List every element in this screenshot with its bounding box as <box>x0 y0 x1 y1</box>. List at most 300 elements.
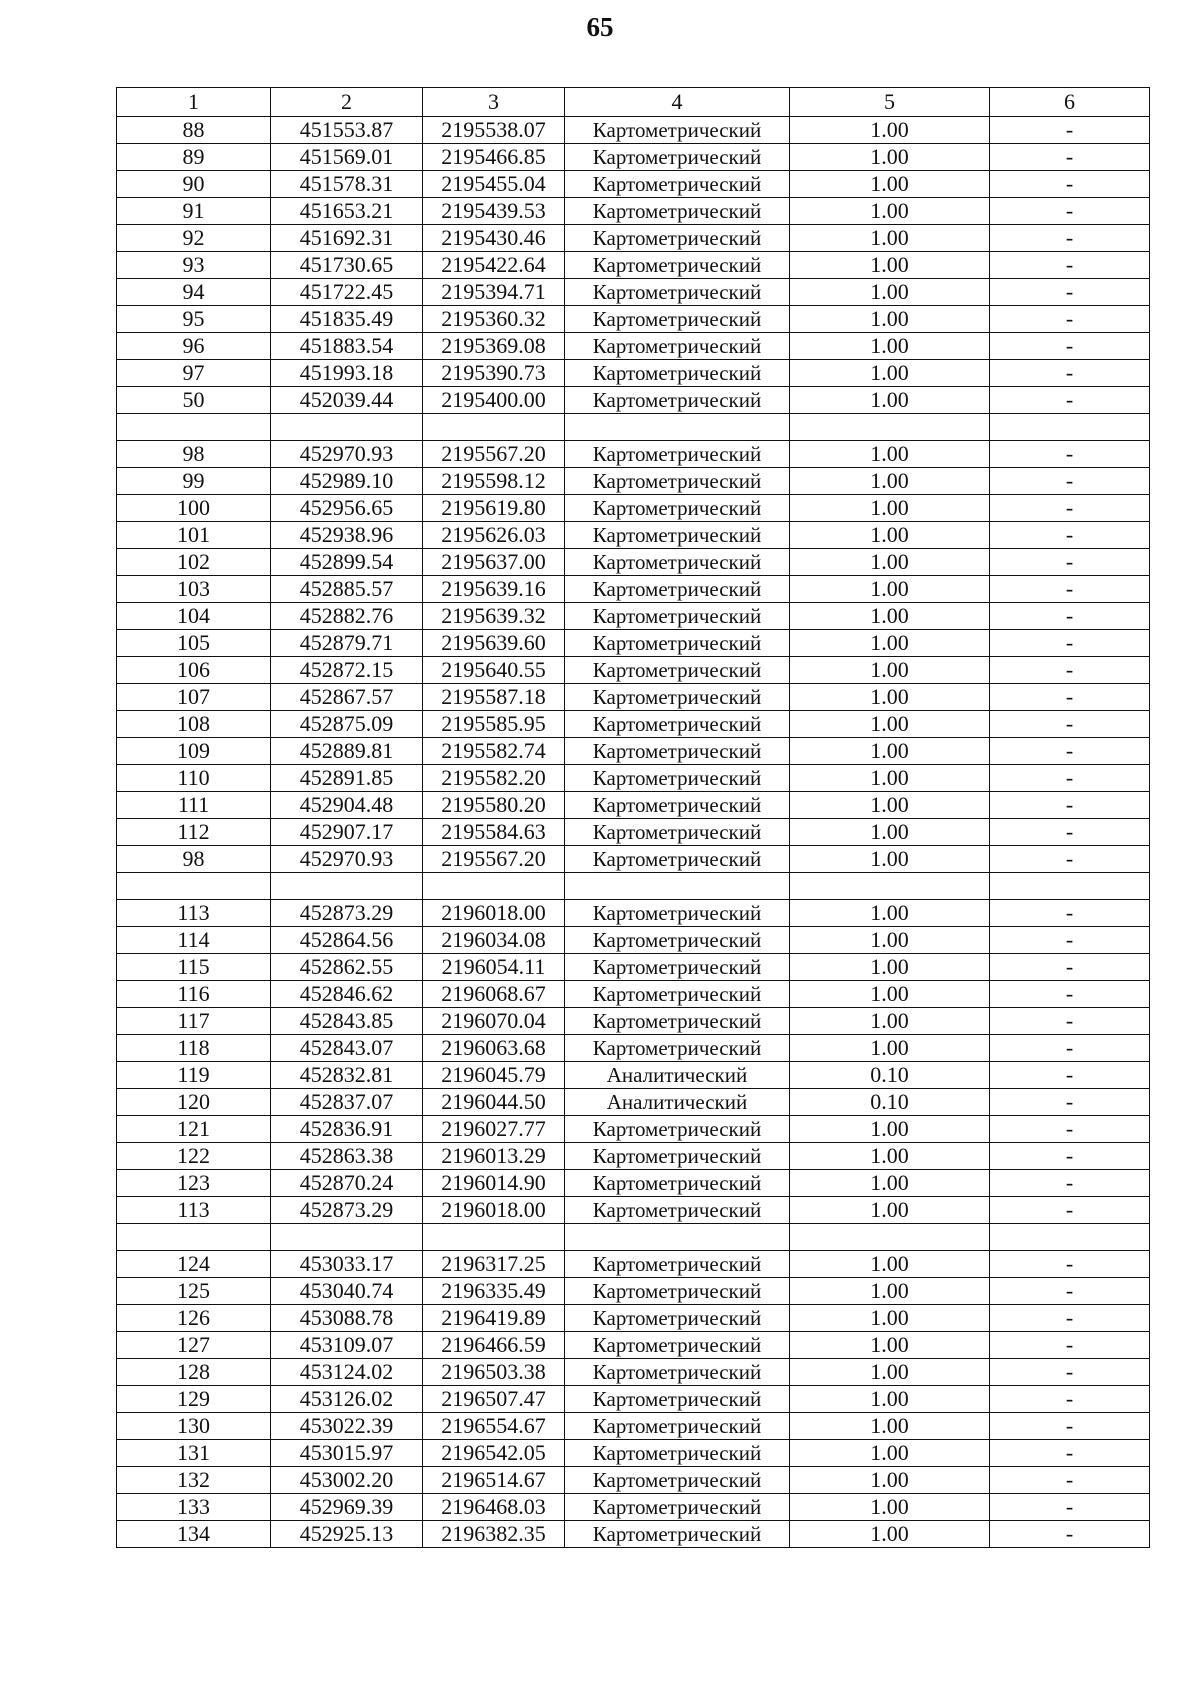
y-coordinate-cell: 2195640.55 <box>423 657 565 684</box>
method-cell: Картометрический <box>565 333 790 360</box>
y-coordinate-cell: 2195422.64 <box>423 252 565 279</box>
point-number-cell: 100 <box>117 495 271 522</box>
description-cell: - <box>990 279 1150 306</box>
table-row <box>117 549 1150 576</box>
method-cell: Картометрический <box>565 603 790 630</box>
point-number-cell: 127 <box>117 1332 271 1359</box>
method-cell: Картометрический <box>565 1143 790 1170</box>
description-cell: - <box>990 522 1150 549</box>
point-number-cell: 94 <box>117 279 271 306</box>
point-number-cell: 124 <box>117 1251 271 1278</box>
x-coordinate-cell: 452989.10 <box>271 468 423 495</box>
table-row <box>117 360 1150 387</box>
method-cell: Картометрический <box>565 306 790 333</box>
point-number-cell <box>117 414 271 441</box>
description-cell: - <box>990 1305 1150 1332</box>
description-cell: - <box>990 819 1150 846</box>
description-cell: - <box>990 225 1150 252</box>
table-row <box>117 1467 1150 1494</box>
y-coordinate-cell: 2195580.20 <box>423 792 565 819</box>
description-cell: - <box>990 1494 1150 1521</box>
method-cell: Картометрический <box>565 522 790 549</box>
y-coordinate-cell: 2195626.03 <box>423 522 565 549</box>
table-row <box>117 144 1150 171</box>
method-cell <box>565 873 790 900</box>
x-coordinate-cell: 452969.39 <box>271 1494 423 1521</box>
y-coordinate-cell: 2196063.68 <box>423 1035 565 1062</box>
method-cell: Картометрический <box>565 495 790 522</box>
point-number-cell: 50 <box>117 387 271 414</box>
y-coordinate-cell: 2195430.46 <box>423 225 565 252</box>
table-row <box>117 927 1150 954</box>
point-number-cell: 104 <box>117 603 271 630</box>
description-cell: - <box>990 1440 1150 1467</box>
accuracy-cell: 1.00 <box>790 603 990 630</box>
accuracy-cell: 1.00 <box>790 198 990 225</box>
description-cell: - <box>990 576 1150 603</box>
x-coordinate-cell: 452899.54 <box>271 549 423 576</box>
y-coordinate-cell: 2196503.38 <box>423 1359 565 1386</box>
x-coordinate-cell: 452885.57 <box>271 576 423 603</box>
description-cell: - <box>990 981 1150 1008</box>
accuracy-cell: 1.00 <box>790 306 990 333</box>
page-number: 65 <box>586 12 614 42</box>
method-cell: Картометрический <box>565 1359 790 1386</box>
description-cell: - <box>990 603 1150 630</box>
method-cell: Картометрический <box>565 252 790 279</box>
accuracy-cell: 1.00 <box>790 1035 990 1062</box>
description-cell <box>990 1224 1150 1251</box>
x-coordinate-cell: 452904.48 <box>271 792 423 819</box>
table-row <box>117 1116 1150 1143</box>
point-number-cell: 118 <box>117 1035 271 1062</box>
accuracy-cell: 1.00 <box>790 792 990 819</box>
table-row <box>117 576 1150 603</box>
point-number-cell: 91 <box>117 198 271 225</box>
description-cell: - <box>990 1062 1150 1089</box>
method-cell: Картометрический <box>565 1008 790 1035</box>
method-cell: Картометрический <box>565 954 790 981</box>
x-coordinate-cell: 453040.74 <box>271 1278 423 1305</box>
point-number-cell: 128 <box>117 1359 271 1386</box>
method-cell: Картометрический <box>565 1440 790 1467</box>
x-coordinate-cell: 453126.02 <box>271 1386 423 1413</box>
x-coordinate-cell: 453088.78 <box>271 1305 423 1332</box>
description-cell: - <box>990 1089 1150 1116</box>
y-coordinate-cell: 2195360.32 <box>423 306 565 333</box>
y-coordinate-cell: 2196468.03 <box>423 1494 565 1521</box>
table-row <box>117 1251 1150 1278</box>
method-cell: Картометрический <box>565 1305 790 1332</box>
y-coordinate-cell <box>423 414 565 441</box>
accuracy-cell: 1.00 <box>790 981 990 1008</box>
table-row <box>117 1305 1150 1332</box>
table-separator-row <box>117 1224 1150 1251</box>
accuracy-cell: 1.00 <box>790 1494 990 1521</box>
point-number-cell: 130 <box>117 1413 271 1440</box>
x-coordinate-cell: 452836.91 <box>271 1116 423 1143</box>
x-coordinate-cell: 453109.07 <box>271 1332 423 1359</box>
y-coordinate-cell <box>423 873 565 900</box>
method-cell: Картометрический <box>565 468 790 495</box>
y-coordinate-cell: 2196382.35 <box>423 1521 565 1548</box>
x-coordinate-cell: 452889.81 <box>271 738 423 765</box>
description-cell: - <box>990 792 1150 819</box>
description-cell: - <box>990 1035 1150 1062</box>
x-coordinate-cell: 452843.85 <box>271 1008 423 1035</box>
y-coordinate-cell: 2195639.16 <box>423 576 565 603</box>
table-row <box>117 1413 1150 1440</box>
x-coordinate-cell: 452864.56 <box>271 927 423 954</box>
x-coordinate-cell: 452875.09 <box>271 711 423 738</box>
x-coordinate-cell: 451835.49 <box>271 306 423 333</box>
accuracy-cell: 1.00 <box>790 846 990 873</box>
method-cell: Картометрический <box>565 684 790 711</box>
table-row <box>117 846 1150 873</box>
x-coordinate-cell: 451553.87 <box>271 117 423 144</box>
x-coordinate-cell: 452870.24 <box>271 1170 423 1197</box>
accuracy-cell: 1.00 <box>790 711 990 738</box>
accuracy-cell: 0.10 <box>790 1062 990 1089</box>
x-coordinate-cell: 452925.13 <box>271 1521 423 1548</box>
point-number-cell: 105 <box>117 630 271 657</box>
y-coordinate-cell: 2196014.90 <box>423 1170 565 1197</box>
table-row <box>117 1197 1150 1224</box>
accuracy-cell: 1.00 <box>790 117 990 144</box>
accuracy-cell: 1.00 <box>790 1521 990 1548</box>
y-coordinate-cell: 2195439.53 <box>423 198 565 225</box>
description-cell: - <box>990 684 1150 711</box>
point-number-cell: 131 <box>117 1440 271 1467</box>
x-coordinate-cell: 452879.71 <box>271 630 423 657</box>
x-coordinate-cell: 453022.39 <box>271 1413 423 1440</box>
y-coordinate-cell: 2195390.73 <box>423 360 565 387</box>
accuracy-cell: 1.00 <box>790 1386 990 1413</box>
point-number-cell: 113 <box>117 900 271 927</box>
description-cell: - <box>990 1413 1150 1440</box>
point-number-cell: 126 <box>117 1305 271 1332</box>
accuracy-cell: 1.00 <box>790 738 990 765</box>
description-cell: - <box>990 1143 1150 1170</box>
accuracy-cell: 1.00 <box>790 1143 990 1170</box>
description-cell: - <box>990 1116 1150 1143</box>
y-coordinate-cell: 2196335.49 <box>423 1278 565 1305</box>
y-coordinate-cell: 2195582.74 <box>423 738 565 765</box>
x-coordinate-cell: 452846.62 <box>271 981 423 1008</box>
point-number-cell <box>117 1224 271 1251</box>
description-cell: - <box>990 1278 1150 1305</box>
table-row <box>117 900 1150 927</box>
method-cell: Картометрический <box>565 900 790 927</box>
method-cell: Картометрический <box>565 1386 790 1413</box>
description-cell: - <box>990 954 1150 981</box>
table-row <box>117 1440 1150 1467</box>
table-separator-row <box>117 873 1150 900</box>
method-cell: Картометрический <box>565 1467 790 1494</box>
x-coordinate-cell: 452843.07 <box>271 1035 423 1062</box>
table-row <box>117 819 1150 846</box>
point-number-cell: 99 <box>117 468 271 495</box>
x-coordinate-cell <box>271 873 423 900</box>
accuracy-cell: 1.00 <box>790 1251 990 1278</box>
method-cell: Картометрический <box>565 117 790 144</box>
method-cell: Картометрический <box>565 1035 790 1062</box>
description-cell: - <box>990 927 1150 954</box>
table-row <box>117 117 1150 144</box>
table-row <box>117 630 1150 657</box>
accuracy-cell <box>790 1224 990 1251</box>
y-coordinate-cell: 2195637.00 <box>423 549 565 576</box>
y-coordinate-cell: 2195567.20 <box>423 441 565 468</box>
accuracy-cell: 1.00 <box>790 1332 990 1359</box>
y-coordinate-cell: 2196507.47 <box>423 1386 565 1413</box>
description-cell: - <box>990 1170 1150 1197</box>
coordinates-table-body <box>117 88 1150 1548</box>
description-cell: - <box>990 765 1150 792</box>
method-cell: Картометрический <box>565 1116 790 1143</box>
accuracy-cell: 1.00 <box>790 144 990 171</box>
table-row <box>117 954 1150 981</box>
table-row <box>117 225 1150 252</box>
x-coordinate-cell: 453002.20 <box>271 1467 423 1494</box>
x-coordinate-cell: 451569.01 <box>271 144 423 171</box>
y-coordinate-cell: 2195585.95 <box>423 711 565 738</box>
table-row <box>117 1170 1150 1197</box>
table-row <box>117 1359 1150 1386</box>
coordinates-table <box>116 87 1150 1548</box>
description-cell: - <box>990 198 1150 225</box>
x-coordinate-cell: 453015.97 <box>271 1440 423 1467</box>
x-coordinate-cell: 451578.31 <box>271 171 423 198</box>
method-cell: Картометрический <box>565 657 790 684</box>
x-coordinate-cell <box>271 1224 423 1251</box>
x-coordinate-cell: 452862.55 <box>271 954 423 981</box>
point-number-cell: 98 <box>117 846 271 873</box>
table-row <box>117 495 1150 522</box>
accuracy-cell: 1.00 <box>790 522 990 549</box>
description-cell: - <box>990 1197 1150 1224</box>
y-coordinate-cell: 2195598.12 <box>423 468 565 495</box>
point-number-cell: 97 <box>117 360 271 387</box>
table-row <box>117 1521 1150 1548</box>
accuracy-cell: 1.00 <box>790 927 990 954</box>
point-number-cell: 111 <box>117 792 271 819</box>
method-cell: Картометрический <box>565 1494 790 1521</box>
x-coordinate-cell: 452863.38 <box>271 1143 423 1170</box>
table-row <box>117 1008 1150 1035</box>
description-cell: - <box>990 711 1150 738</box>
method-cell: Картометрический <box>565 1521 790 1548</box>
point-number-cell: 95 <box>117 306 271 333</box>
y-coordinate-cell: 2196419.89 <box>423 1305 565 1332</box>
y-coordinate-cell: 2195538.07 <box>423 117 565 144</box>
y-coordinate-cell: 2196514.67 <box>423 1467 565 1494</box>
table-header-row <box>117 88 1150 117</box>
x-coordinate-cell: 452039.44 <box>271 387 423 414</box>
description-cell: - <box>990 549 1150 576</box>
method-cell: Картометрический <box>565 1170 790 1197</box>
accuracy-cell: 1.00 <box>790 468 990 495</box>
description-cell: - <box>990 333 1150 360</box>
accuracy-cell: 1.00 <box>790 360 990 387</box>
table-separator-row <box>117 414 1150 441</box>
x-coordinate-cell: 453124.02 <box>271 1359 423 1386</box>
x-coordinate-cell: 452882.76 <box>271 603 423 630</box>
y-coordinate-cell: 2196317.25 <box>423 1251 565 1278</box>
y-coordinate-cell <box>423 1224 565 1251</box>
accuracy-cell <box>790 414 990 441</box>
table-row <box>117 468 1150 495</box>
table-row <box>117 387 1150 414</box>
table-row <box>117 603 1150 630</box>
description-cell: - <box>990 117 1150 144</box>
point-number-cell <box>117 873 271 900</box>
y-coordinate-cell: 2196044.50 <box>423 1089 565 1116</box>
method-cell: Картометрический <box>565 792 790 819</box>
accuracy-cell: 1.00 <box>790 684 990 711</box>
accuracy-cell: 1.00 <box>790 576 990 603</box>
accuracy-cell: 1.00 <box>790 765 990 792</box>
y-coordinate-cell: 2196554.67 <box>423 1413 565 1440</box>
method-cell: Картометрический <box>565 144 790 171</box>
point-number-cell: 101 <box>117 522 271 549</box>
description-cell: - <box>990 387 1150 414</box>
point-number-cell: 116 <box>117 981 271 1008</box>
accuracy-cell: 1.00 <box>790 1170 990 1197</box>
method-cell: Картометрический <box>565 1251 790 1278</box>
x-coordinate-cell: 452970.93 <box>271 846 423 873</box>
point-number-cell: 120 <box>117 1089 271 1116</box>
y-coordinate-cell: 2195582.20 <box>423 765 565 792</box>
point-number-cell: 109 <box>117 738 271 765</box>
x-coordinate-cell: 452873.29 <box>271 1197 423 1224</box>
method-cell: Картометрический <box>565 279 790 306</box>
point-number-cell: 98 <box>117 441 271 468</box>
table-row <box>117 1494 1150 1521</box>
method-cell: Картометрический <box>565 1332 790 1359</box>
point-number-cell: 102 <box>117 549 271 576</box>
y-coordinate-cell: 2195639.32 <box>423 603 565 630</box>
table-row <box>117 792 1150 819</box>
point-number-cell: 88 <box>117 117 271 144</box>
accuracy-cell <box>790 873 990 900</box>
accuracy-cell: 1.00 <box>790 495 990 522</box>
description-cell: - <box>990 171 1150 198</box>
table-row <box>117 279 1150 306</box>
point-number-cell: 129 <box>117 1386 271 1413</box>
method-cell: Картометрический <box>565 846 790 873</box>
y-coordinate-cell: 2195455.04 <box>423 171 565 198</box>
description-cell <box>990 414 1150 441</box>
accuracy-cell: 1.00 <box>790 1278 990 1305</box>
y-coordinate-cell: 2195394.71 <box>423 279 565 306</box>
method-cell <box>565 1224 790 1251</box>
x-coordinate-cell: 452970.93 <box>271 441 423 468</box>
method-cell: Картометрический <box>565 576 790 603</box>
column-header: 4 <box>565 88 790 117</box>
point-number-cell: 125 <box>117 1278 271 1305</box>
accuracy-cell: 1.00 <box>790 1467 990 1494</box>
point-number-cell: 132 <box>117 1467 271 1494</box>
description-cell: - <box>990 1332 1150 1359</box>
accuracy-cell: 1.00 <box>790 252 990 279</box>
point-number-cell: 113 <box>117 1197 271 1224</box>
description-cell <box>990 873 1150 900</box>
method-cell: Картометрический <box>565 171 790 198</box>
point-number-cell: 133 <box>117 1494 271 1521</box>
x-coordinate-cell: 452873.29 <box>271 900 423 927</box>
description-cell: - <box>990 144 1150 171</box>
accuracy-cell: 1.00 <box>790 1359 990 1386</box>
method-cell: Картометрический <box>565 360 790 387</box>
method-cell: Картометрический <box>565 630 790 657</box>
column-header: 3 <box>423 88 565 117</box>
accuracy-cell: 1.00 <box>790 1008 990 1035</box>
x-coordinate-cell: 452956.65 <box>271 495 423 522</box>
method-cell: Картометрический <box>565 1197 790 1224</box>
method-cell: Картометрический <box>565 711 790 738</box>
x-coordinate-cell: 452837.07 <box>271 1089 423 1116</box>
accuracy-cell: 0.10 <box>790 1089 990 1116</box>
point-number-cell: 96 <box>117 333 271 360</box>
accuracy-cell: 1.00 <box>790 549 990 576</box>
table-row <box>117 684 1150 711</box>
accuracy-cell: 1.00 <box>790 900 990 927</box>
y-coordinate-cell: 2196045.79 <box>423 1062 565 1089</box>
x-coordinate-cell: 451653.21 <box>271 198 423 225</box>
accuracy-cell: 1.00 <box>790 1440 990 1467</box>
y-coordinate-cell: 2195584.63 <box>423 819 565 846</box>
table-row <box>117 171 1150 198</box>
y-coordinate-cell: 2196034.08 <box>423 927 565 954</box>
y-coordinate-cell: 2196542.05 <box>423 1440 565 1467</box>
accuracy-cell: 1.00 <box>790 954 990 981</box>
point-number-cell: 107 <box>117 684 271 711</box>
accuracy-cell: 1.00 <box>790 1197 990 1224</box>
method-cell: Картометрический <box>565 387 790 414</box>
x-coordinate-cell: 451730.65 <box>271 252 423 279</box>
y-coordinate-cell: 2195587.18 <box>423 684 565 711</box>
accuracy-cell: 1.00 <box>790 441 990 468</box>
table-row <box>117 441 1150 468</box>
table-row <box>117 765 1150 792</box>
description-cell: - <box>990 846 1150 873</box>
point-number-cell: 123 <box>117 1170 271 1197</box>
x-coordinate-cell: 452907.17 <box>271 819 423 846</box>
table-row <box>117 1089 1150 1116</box>
description-cell: - <box>990 1008 1150 1035</box>
y-coordinate-cell: 2196070.04 <box>423 1008 565 1035</box>
table-row <box>117 1062 1150 1089</box>
description-cell: - <box>990 630 1150 657</box>
method-cell: Картометрический <box>565 819 790 846</box>
point-number-cell: 134 <box>117 1521 271 1548</box>
description-cell: - <box>990 360 1150 387</box>
method-cell: Картометрический <box>565 198 790 225</box>
table-row <box>117 306 1150 333</box>
method-cell: Картометрический <box>565 549 790 576</box>
accuracy-cell: 1.00 <box>790 657 990 684</box>
point-number-cell: 90 <box>117 171 271 198</box>
x-coordinate-cell: 451722.45 <box>271 279 423 306</box>
point-number-cell: 89 <box>117 144 271 171</box>
table-row <box>117 981 1150 1008</box>
description-cell: - <box>990 252 1150 279</box>
method-cell: Картометрический <box>565 981 790 1008</box>
point-number-cell: 112 <box>117 819 271 846</box>
table-row <box>117 1143 1150 1170</box>
description-cell: - <box>990 1467 1150 1494</box>
